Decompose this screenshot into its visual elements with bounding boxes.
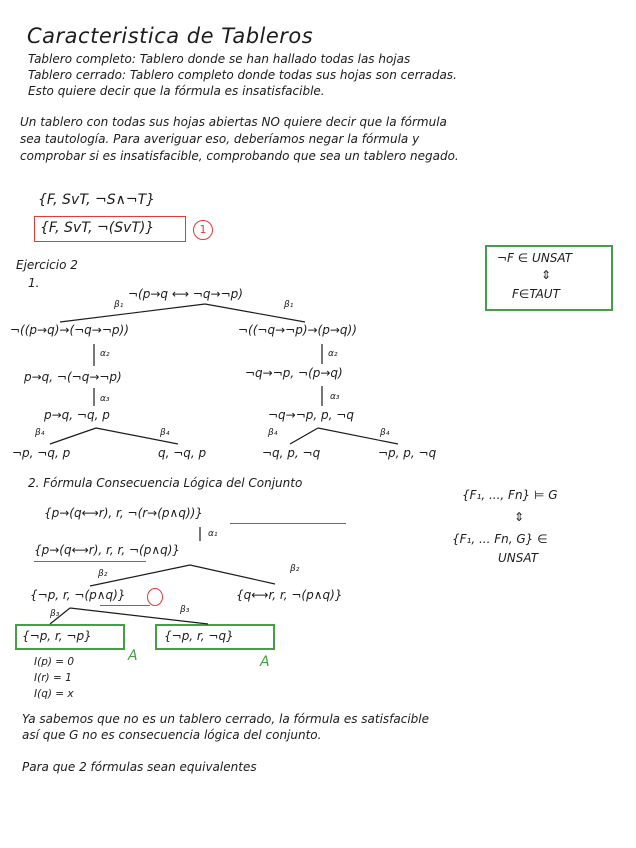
tree2-alpha1: α₁ xyxy=(208,529,218,539)
paragraph-line-1: Un tablero con todas sus hojas abiertas NO quiere decir que la fórmula xyxy=(20,115,447,129)
def-tablero-completo: Tablero completo: Tablero donde se han hallado todas las hojas xyxy=(28,52,411,66)
rule-entails: {F₁, ..., Fn} ⊨ G xyxy=(462,488,558,502)
tree2-beta3-left: β₃ xyxy=(50,609,60,619)
tree1-beta4-ll: β₄ xyxy=(35,428,45,438)
tree1-beta4-rr: β₄ xyxy=(380,428,390,438)
tree1-left-3: p→q, ¬q, p xyxy=(44,408,110,422)
tree1-root: ¬(p→q ⟷ ¬q→¬p) xyxy=(128,287,243,301)
def-tablero-cerrado: Tablero cerrado: Tablero completo donde todas sus hojas son cerradas. xyxy=(28,68,457,82)
equiv-arrow-icon: ⇕ xyxy=(541,268,552,282)
conclusion-line-1: Ya sabemos que no es un tablero cerrado, la fórmula es satisfacible xyxy=(22,712,430,726)
final-line: Para que 2 fórmulas sean equivalentes xyxy=(22,760,257,774)
tree1-beta4-lr: β₄ xyxy=(160,428,170,438)
open-branch-mark-1: A xyxy=(128,648,138,664)
def-nota: Esto quiere decir que la fórmula es insatisfacible. xyxy=(28,84,325,98)
tree1-beta4-rl: β₄ xyxy=(268,428,278,438)
tree2-leaf-1: {¬p, r, ¬p} xyxy=(22,629,92,643)
tree1-alpha2-right: α₂ xyxy=(328,349,338,359)
tree2-beta2-right: β₂ xyxy=(290,564,300,574)
exercise-title: Ejercicio 2 xyxy=(16,258,78,272)
tree1-right-3: ¬q→¬p, p, ¬q xyxy=(268,408,354,422)
rule-unsat-set: {F₁, ... Fn, G} ∈ xyxy=(452,532,548,546)
page-title: Caracteristica de Tableros xyxy=(27,24,314,48)
tree2-right-3: {q⟷r, r, ¬(p∧q)} xyxy=(236,588,343,602)
tree1-alpha2-left: α₂ xyxy=(100,349,110,359)
tree1-leaf-3: ¬q, p, ¬q xyxy=(262,446,321,460)
tree1-left-branch: ¬((p→q)→(¬q→¬p)) xyxy=(10,323,129,337)
interp-q: I(q) = x xyxy=(34,688,74,700)
tree1-beta1-right: β₁ xyxy=(284,300,294,310)
tree2-left-3: {¬p, r, ¬(p∧q)} xyxy=(30,588,126,602)
open-branch-mark-2: A xyxy=(260,654,270,670)
set-2: {F, SvT, ¬(SvT)} xyxy=(40,220,155,236)
item-1-label: 1. xyxy=(28,276,40,290)
tree2-leaf-2: {¬p, r, ¬q} xyxy=(164,629,234,643)
tree2-node-2: {p→(q⟷r), r, r, ¬(p∧q)} xyxy=(34,543,181,557)
tree1-alpha3-right: α₃ xyxy=(330,392,340,402)
circle-marker-1: 1 xyxy=(193,220,213,240)
paragraph-line-3: comprobar si es insatisfacible, comprobando que sea un tablero negado. xyxy=(20,149,459,163)
tree1-right-branch: ¬((¬q→¬p)→(p→q)) xyxy=(238,323,357,337)
item-2-title: 2. Fórmula Consecuencia Lógica del Conjunto xyxy=(28,476,303,490)
tree2-beta2-left: β₂ xyxy=(98,569,108,579)
tree1-leaf-1: ¬p, ¬q, p xyxy=(12,446,71,460)
tree1-left-2: p→q, ¬(¬q→¬p) xyxy=(24,370,122,384)
rule-unsat: UNSAT xyxy=(498,551,539,565)
tree2-root: {p→(q⟷r), r, ¬(r→(p∧q))} xyxy=(44,506,203,520)
taut-line: F∈TAUT xyxy=(512,287,560,301)
tree1-beta1-left: β₁ xyxy=(114,300,124,310)
rule-arrow-icon: ⇕ xyxy=(514,510,525,524)
tree1-leaf-2: q, ¬q, p xyxy=(158,446,207,460)
tree1-alpha3-left: α₃ xyxy=(100,394,110,404)
set-1: {F, SvT, ¬S∧¬T} xyxy=(38,192,156,208)
tree1-leaf-4: ¬p, p, ¬q xyxy=(378,446,437,460)
tree2-beta3-right: β₃ xyxy=(180,605,190,615)
interp-r: I(r) = 1 xyxy=(34,672,72,684)
paragraph-line-2: sea tautología. Para averiguar eso, deberíamos negar la fórmula y xyxy=(20,132,420,146)
tree1-right-2: ¬q→¬p, ¬(p→q) xyxy=(245,366,343,380)
interp-p: I(p) = 0 xyxy=(34,656,75,668)
conclusion-line-2: así que G no es consecuencia lógica del conjunto. xyxy=(22,728,322,742)
unsat-line: ¬F ∈ UNSAT xyxy=(497,251,573,265)
